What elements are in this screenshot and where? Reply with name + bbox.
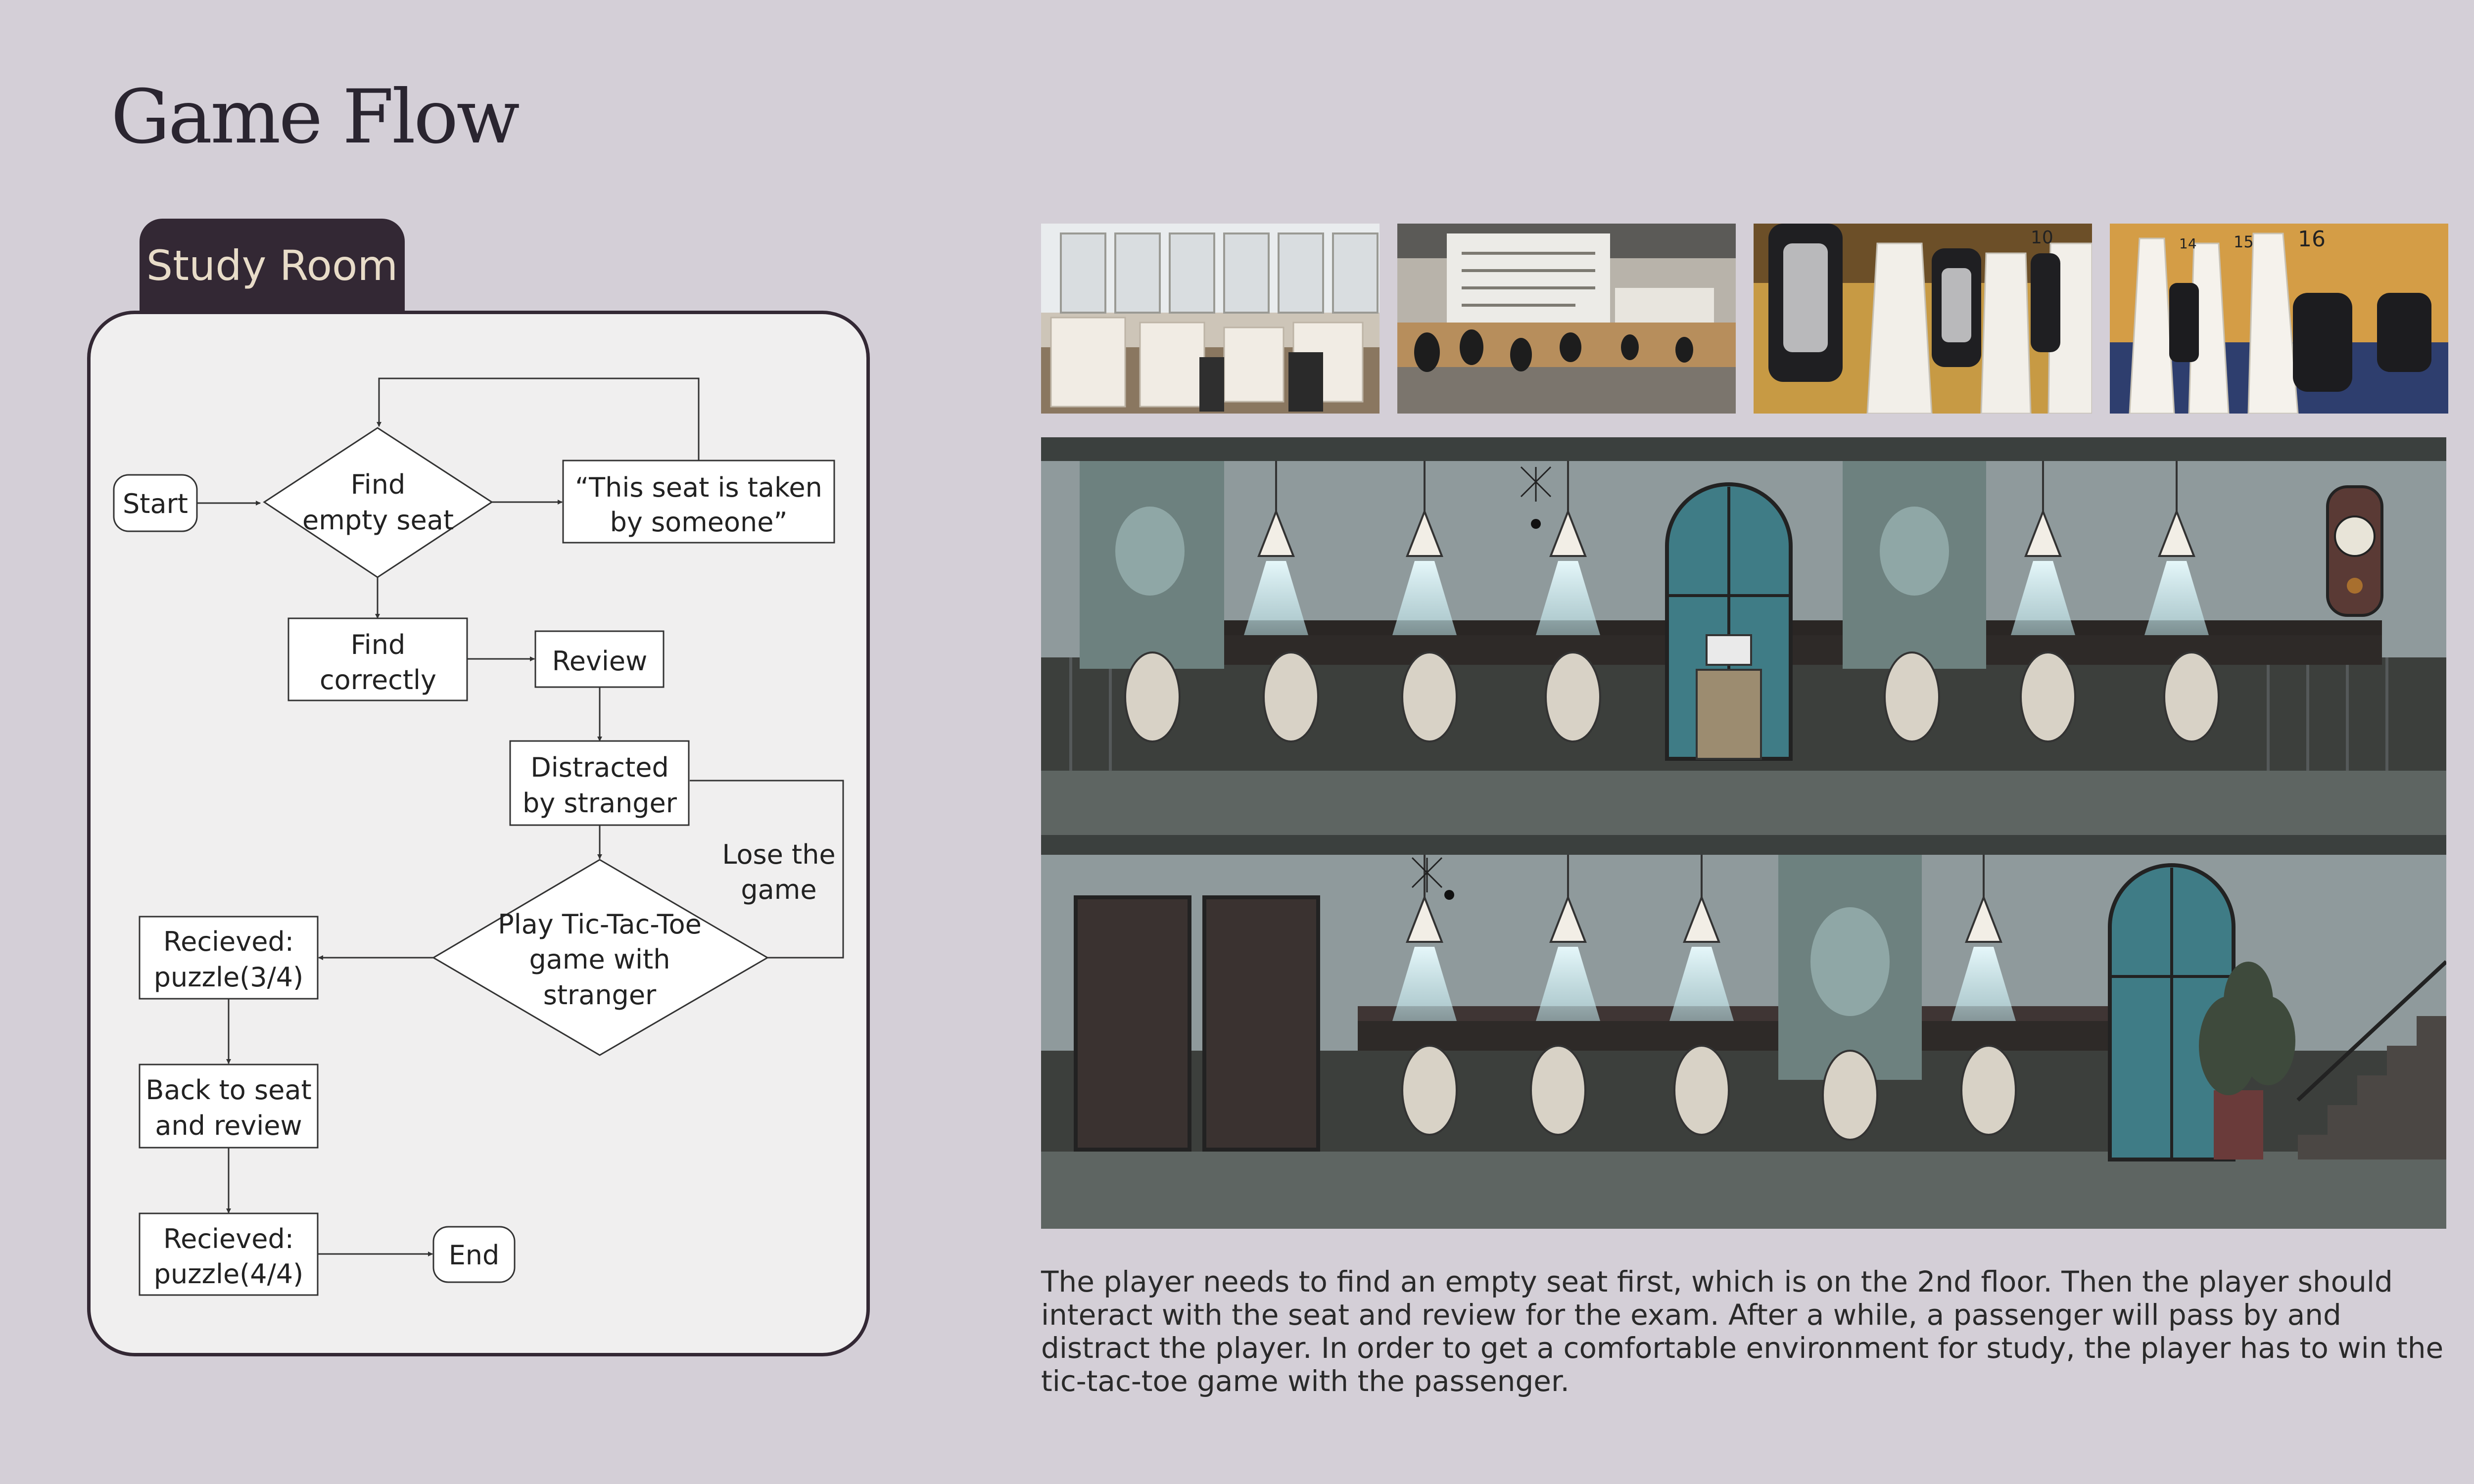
edge-taken-loop [379, 378, 699, 461]
back-to-seat-line2: and review [155, 1110, 302, 1141]
end-label: End [448, 1240, 500, 1271]
received-3-line1: Recieved: [163, 926, 294, 957]
reference-photo-3 [1754, 224, 2092, 414]
distracted-line2: by stranger [523, 788, 677, 819]
seat-number-16: 16 [2298, 227, 2326, 252]
review-label: Review [552, 646, 648, 677]
lose-game-line2: game [741, 874, 817, 905]
study-room-tab[interactable]: Study Room [140, 219, 405, 313]
received-4-line2: puzzle(4/4) [153, 1258, 304, 1290]
find-correctly-line1: Find [350, 629, 406, 660]
game-scene-illustration [1041, 437, 2446, 1229]
back-to-seat-line1: Back to seat [145, 1074, 312, 1106]
tic-tac-toe-line1: Play Tic-Tac-Toe [498, 909, 702, 940]
distracted-line1: Distracted [530, 752, 669, 783]
lose-game-line1: Lose the [722, 839, 836, 870]
seat-taken-line1: “This seat is taken [575, 472, 822, 503]
page-title: Game Flow [111, 74, 518, 160]
seat-number-14: 14 [2179, 235, 2197, 252]
received-3-line2: puzzle(3/4) [153, 962, 304, 993]
reference-photo-4 [2110, 224, 2448, 414]
tic-tac-toe-line2: game with [529, 944, 670, 975]
find-empty-seat-line2: empty seat [302, 505, 454, 536]
seat-number-10: 10 [2031, 228, 2053, 248]
scene-description: The player needs to find an empty seat first, which is on the 2nd floor. Then the player should interact with the seat and review for the exam. After a while, a passenger will pass by and distract the player. In order to get a comfortable environment for study, the player has to win the tic-tac-toe game with the passenger. [1041, 1265, 2444, 1398]
find-empty-seat-decision [264, 428, 492, 577]
reference-photo-2 [1397, 224, 1736, 414]
find-empty-seat-line1: Find [350, 469, 406, 500]
find-correctly-line2: correctly [319, 664, 437, 696]
reference-photo-1 [1041, 224, 1380, 414]
tic-tac-toe-line3: stranger [543, 979, 657, 1011]
seat-number-15: 15 [2234, 232, 2254, 251]
game-flow-diagram [0, 0, 891, 1385]
start-label: Start [123, 488, 188, 519]
seat-taken-line2: by someone” [610, 507, 788, 538]
received-4-line1: Recieved: [163, 1223, 294, 1254]
